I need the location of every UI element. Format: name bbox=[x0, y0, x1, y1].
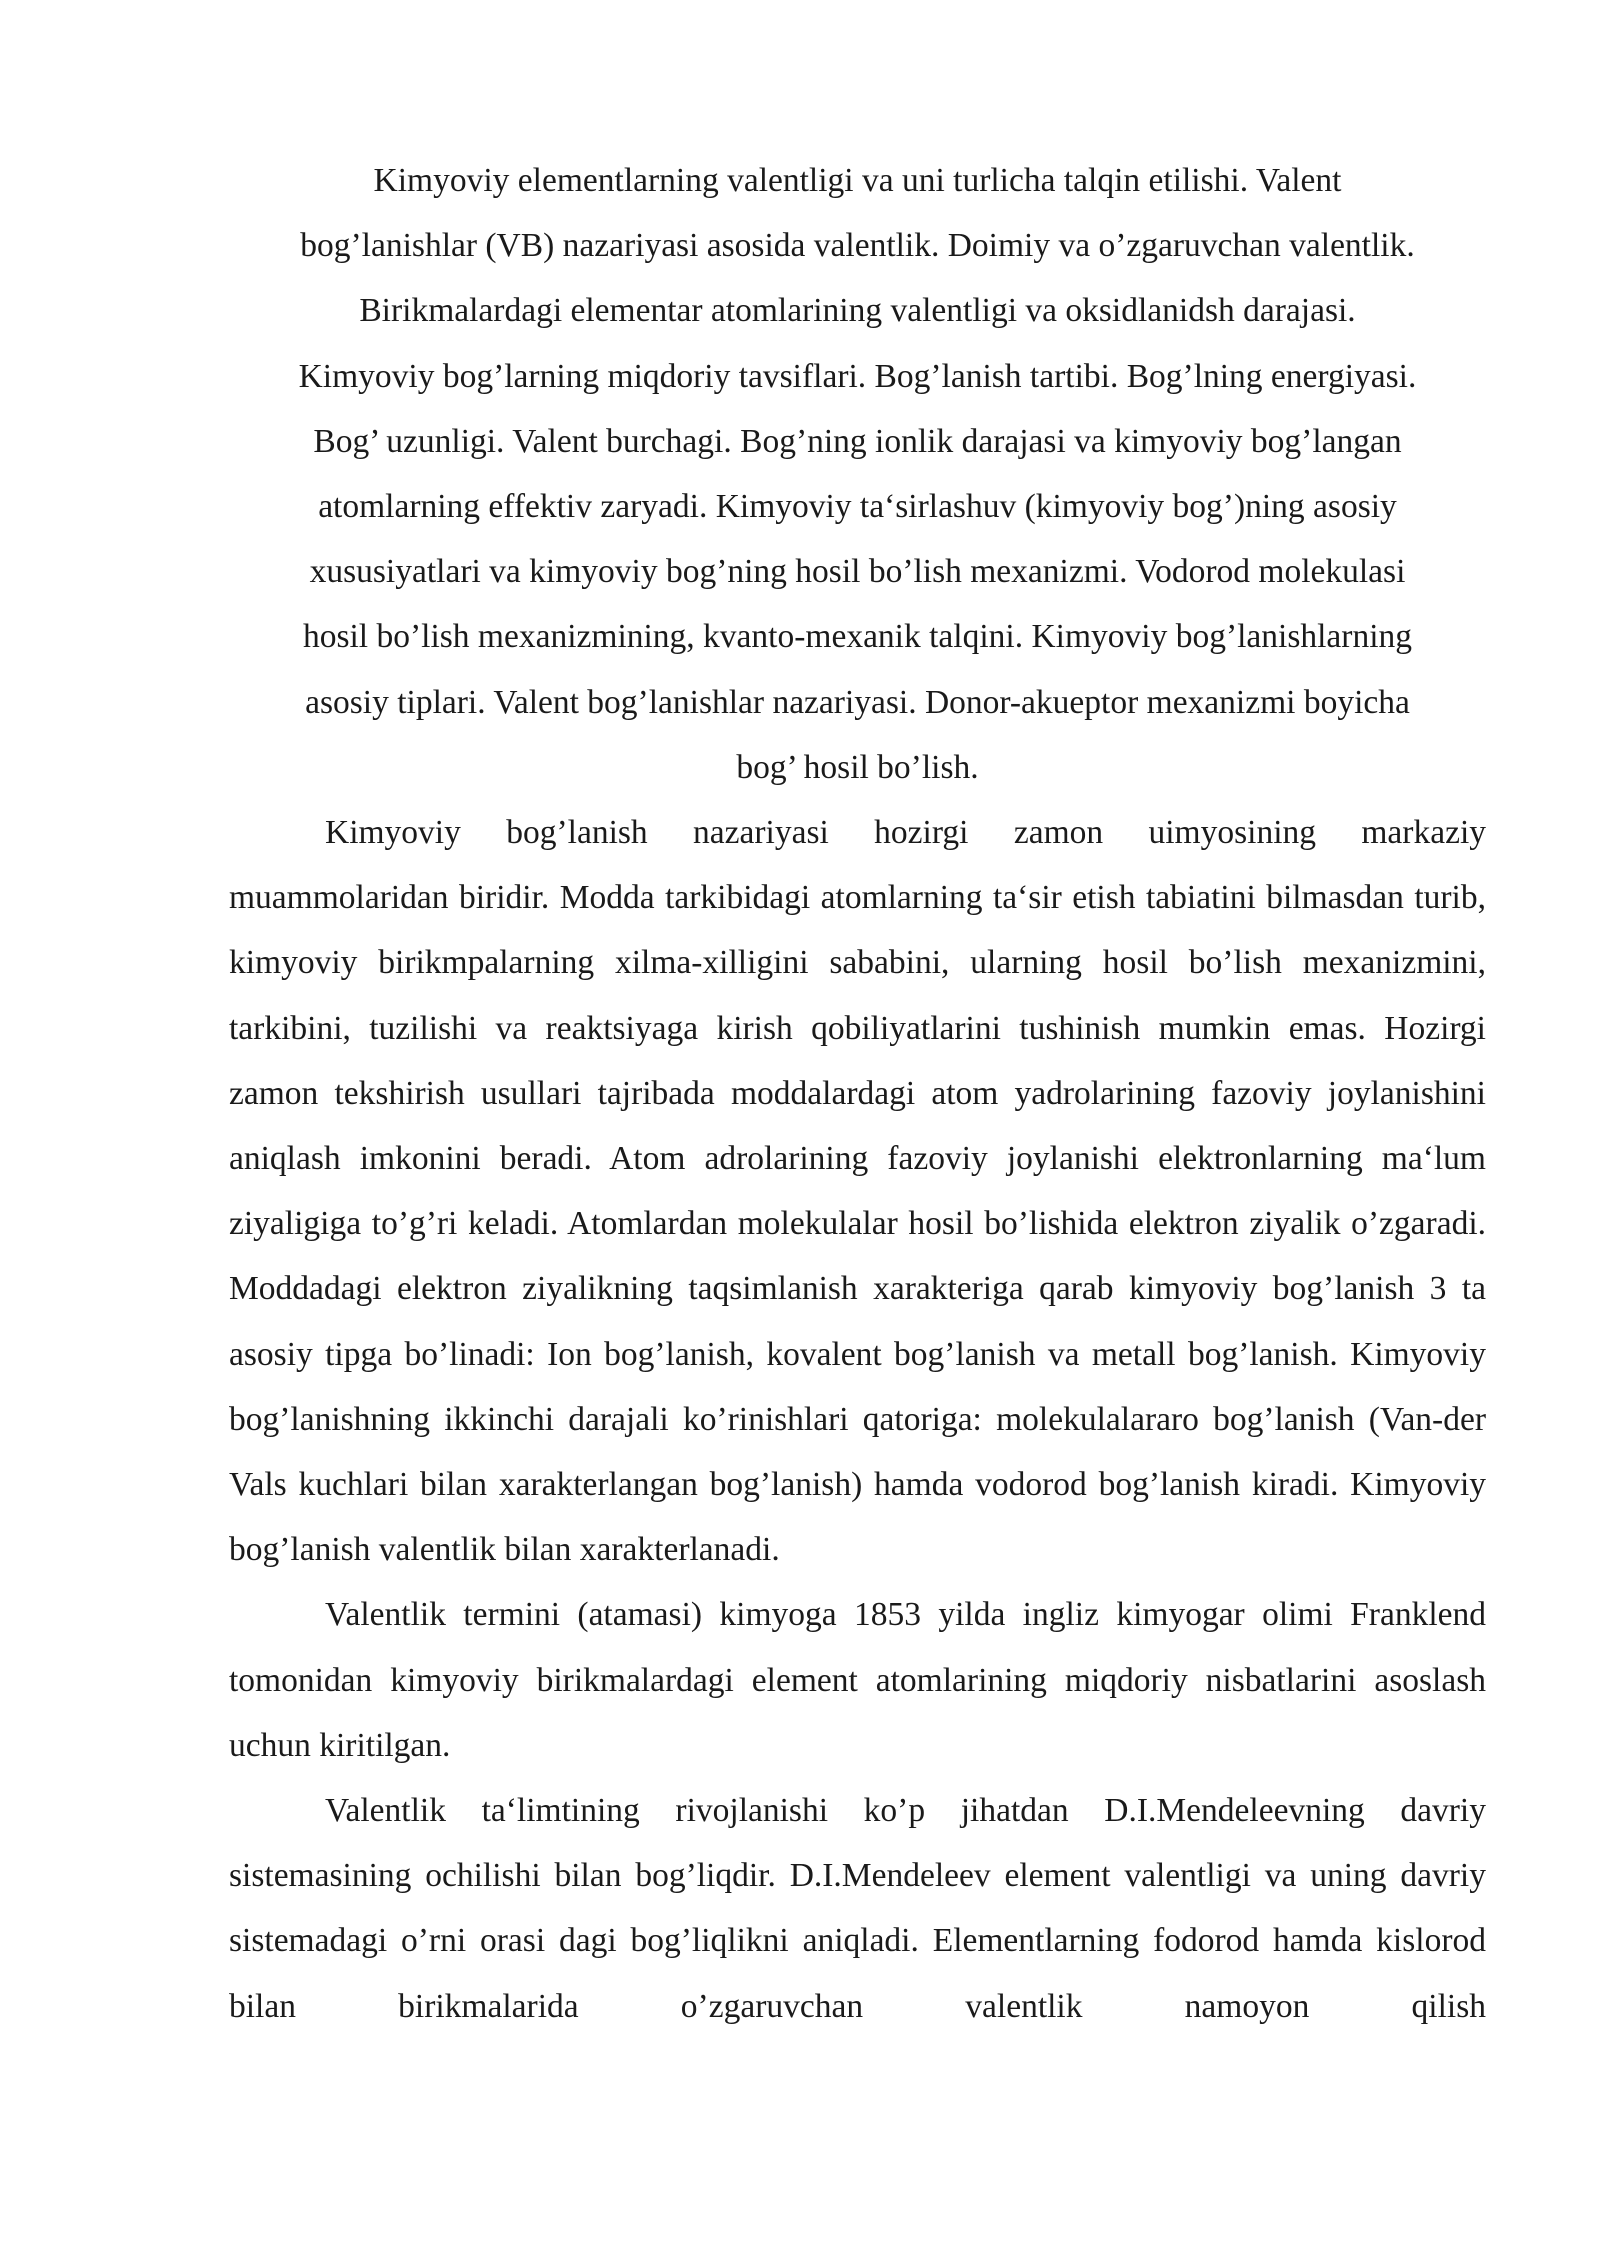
heading-line: bog’lanishlar (VB) nazariyasi asosida valentlik. Doimiy va o’zgaruvchan valentlik. bbox=[300, 227, 1415, 265]
heading-line: Bog’ uzunligi. Valent burchagi. Bog’ning ionlik darajasi va kimyoviy bog’langan bbox=[313, 422, 1402, 460]
heading-line: hosil bo’lish mexanizmining, kvanto-mexanik talqini. Kimyoviy bog’lanishlarning bbox=[302, 618, 1413, 656]
heading-line: xususiyatlari va kimyoviy bog’ning hosil bo’lish mexanizmi. Vodorod molekulasi bbox=[309, 553, 1406, 591]
body-paragraph: Valentlik termini (atamasi) kimyoga 1853 yilda ingliz kimyogar olimi Franklend tomonidan kimyoviy birikmalardagi element atomlarining miqdoriy nisbatlarini asoslash uchun kiritilgan. bbox=[229, 1596, 1486, 1764]
body-paragraph: Valentlik ta‘limtining rivojlanishi ko’p jihatdan D.I.Mendeleevning davriy sistemasining ochilishi bilan bog’liqdir. D.I.Mendeleev element valentligi va uning davriy sistemadagi o’rni orasi dagi bog’liqlikni aniqladi. Elementlarning fodorod hamda kislorod bilan birikmalarida o’zgaruvchan valentlik namoyon qilish bbox=[229, 1792, 1486, 2025]
heading-line: bog’ hosil bo’lish. bbox=[736, 748, 979, 786]
document-heading bbox=[229, 148, 1486, 800]
heading-line: Birikmalardagi elementar atomlarining valentligi va oksidlanidsh darajasi. bbox=[359, 292, 1356, 330]
document-page bbox=[229, 148, 1486, 2039]
heading-line: atomlarning effektiv zaryadi. Kimyoviy ta‘sirlashuv (kimyoviy bog’)ning asosiy bbox=[318, 488, 1397, 526]
heading-line: Kimyoviy elementlarning valentligi va uni turlicha talqin etilishi. Valent bbox=[373, 162, 1342, 199]
body-paragraph: Kimyoviy bog’lanish nazariyasi hozirgi zamon uimyosining markaziy muammolaridan biridir. Modda tarkibidagi atomlarning ta‘sir etish tabiatini bilmasdan turib, kimyoviy birikmpalarning xilma-xilligini sababini, ularning hosil bo’lish mexanizmini, tarkibini, tuzilishi va reaktsiyaga kirish qobiliyatlarini tushinish mumkin emas. Hozirgi zamon tekshirish usullari tajribada moddalardagi atom yadrolarining fazoviy joylanishini aniqlash imkonini beradi. Atom adrolarining fazoviy joylanishi elektronlarning ma‘lum ziyaligiga to’g’ri keladi. Atomlardan molekulalar hosil bo’lishida elektron ziyalik o’zgaradi. Moddadagi elektron ziyalikning taqsimlanish xarakteriga qarab kimyoviy bog’lanish 3 ta asosiy tipga bo’linadi: Ion bog’lanish, kovalent bog’lanish va metall bog’lanish. Kimyoviy bog’lanishning ikkinchi darajali ko’rinishlari qatoriga: molekulalararo bog’lanish (Van-der Vals kuchlari bilan xarakterlangan bog’lanish) hamda vodorod bog’lanish kiradi. Kimyoviy bog’lanish valentlik bilan xarakterlanadi. bbox=[229, 814, 1486, 1569]
heading-line: asosiy tiplari. Valent bog’lanishlar nazariyasi. Donor-akueptor mexanizmi boyicha bbox=[305, 683, 1410, 721]
heading-line: Kimyoviy bog’larning miqdoriy tavsiflari. Bog’lanish tartibi. Bog’lning energiyasi. bbox=[298, 357, 1417, 395]
